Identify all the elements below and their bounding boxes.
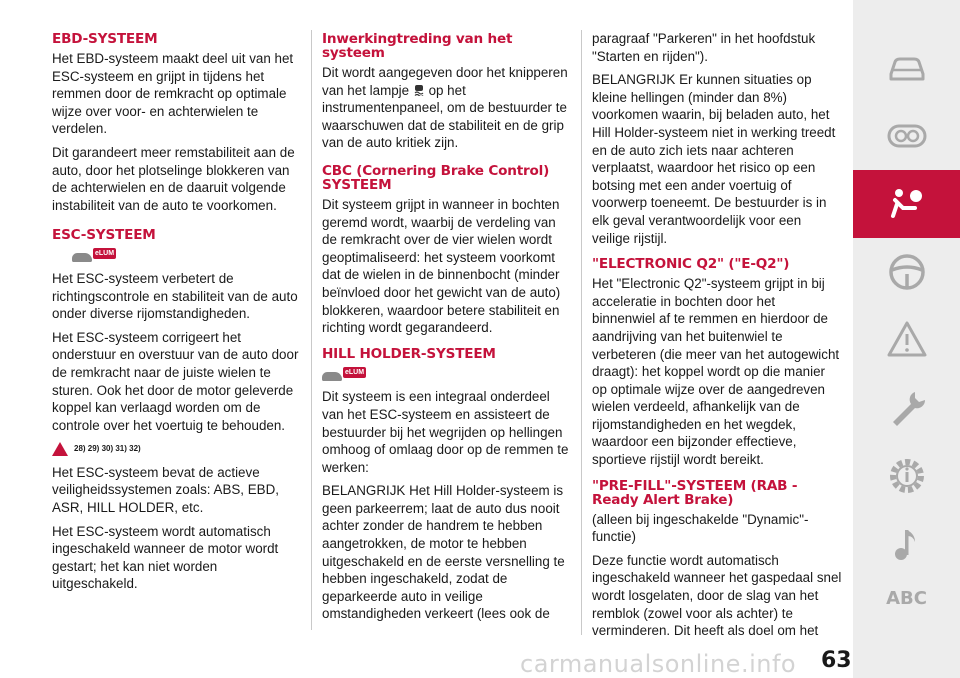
page-number: 63 (821, 648, 852, 673)
paragraph-text: Dit wordt aangegeven door het knipperen van het lampje (322, 65, 568, 98)
paragraph: Het ESC-systeem verbetert de richtingscontrole en stabiliteit van de auto onder diverse rijomstandigheden. (52, 270, 298, 322)
paragraph: Dit systeem grijpt in wanneer in bochten geremd wordt, waarbij de verdeling van de remkracht over de vier wielen wordt geoptimaliseerd: het systeem voorkomt dat de wielen in de binnenbocht (minder beïnvloed door het gewicht van de auto) blokkeren, waardoor betere stabiliteit en richting wordt gegarandeerd. (322, 196, 561, 336)
paragraph: BELANGRIJK Er kunnen situaties op kleine hellingen (minder dan 8%) voorkomen waarin, bij beladen auto, het Hill Holder-systeem niet in werking treedt en de auto zich iets naar achteren verplaatst, waardoor het risico op een botsing met een ander voertuig of voorwerp toeneemt. De bestuurder is in elk geval verantwoordelijk voor een veilige rijstijl. (592, 72, 836, 246)
settings-gear-icon (885, 454, 929, 498)
warning-refs: 28) 29) 30) 31) 32) (74, 444, 141, 454)
warning-references (52, 440, 300, 458)
paragraph: Het ESC-systeem wordt automatisch ingeschakeld wanneer de motor wordt gestart; het kan niet worden uitgeschakeld. (52, 523, 279, 592)
column-left (52, 30, 300, 599)
nav-car-icon[interactable] (853, 34, 960, 102)
nav-safety-icon[interactable] (853, 170, 960, 238)
watermark: carmanualsonline.info (520, 650, 797, 678)
nav-steering-icon[interactable] (853, 238, 960, 306)
paragraph: Dit systeem is een integraal onderdeel van het ESC-systeem en assisteert de bestuurder bij het wegrijden op hellingen omhoog of omlaag door op de remmen te werken: (322, 389, 569, 475)
nav-index[interactable] (853, 564, 960, 632)
music-note-icon (885, 522, 929, 566)
paragraph: paragraaf "Parkeren" in het hoofdstuk "Starten en rijden"). (592, 31, 816, 64)
section-title-pre-fill: "PRE-FILL"-SYSTEEM (RAB - Ready Alert Brake) (592, 477, 798, 508)
elum-version-icon (322, 367, 366, 385)
column-right (592, 30, 842, 646)
car-silhouette-icon (72, 253, 92, 262)
paragraph: BELANGRIJK Het Hill Holder-systeem is geen parkeerrem; laat de auto dus nooit achter zonder de handrem te hebben aangetrokken, de motor te hebben uitgeschakeld en de eerste versnelling te hebben ingeschakeld, zodat de geparkeerde auto in veilige omstandigheden verkeert (lees ook de (322, 483, 565, 622)
paragraph: Het EBD-systeem maakt deel uit van het ESC-systeem en grijpt in tijdens het remmen door de remkracht op optimale wijze over voor- en achterwielen te verdelen. (52, 51, 294, 137)
chapter-sidebar (853, 0, 960, 678)
column-divider (311, 30, 312, 630)
nav-dashboard-icon[interactable] (853, 102, 960, 170)
paragraph: Dit garandeert meer remstabiliteit aan de auto, door het plotselinge blokkeren van de achterwielen en de daaruit volgende instabiliteit van de auto te voorkomen. (52, 144, 295, 213)
section-title-cbc: CBC (Cornering Brake Control) SYSTEEM (322, 162, 550, 193)
airbag-passenger-icon (885, 182, 929, 226)
column-middle (322, 30, 572, 629)
paragraph: (alleen bij ingeschakelde "Dynamic"-functie) (592, 511, 809, 545)
index-abc-label: ABC (886, 587, 927, 609)
warning-triangle-icon (885, 318, 929, 362)
nav-technical-data-icon[interactable] (853, 442, 960, 510)
wrench-icon (885, 386, 929, 430)
nav-warning-icon[interactable] (853, 306, 960, 374)
elum-badge: eLUM (345, 368, 365, 376)
paragraph-text: op het instrumentenpaneel, om de bestuurder te waarschuwen dat de stabiliteit en de grip van de auto kritiek zijn. (322, 82, 567, 151)
section-title-ebd: EBD-SYSTEEM (52, 31, 158, 47)
steering-wheel-icon (885, 250, 929, 294)
dashboard-gauges-icon (885, 114, 929, 158)
section-title-esc: ESC-SYSTEEM (52, 227, 156, 244)
car-silhouette-icon (322, 372, 342, 381)
esc-warning-lamp-icon (413, 84, 425, 96)
warning-triangle-icon (52, 442, 68, 456)
paragraph: Het ESC-systeem corrigeert het onderstuur en overstuur van de auto door de remkracht naar de juiste wielen te sturen. Ook het door de motor geleverde koppel kan verlaagd worden om de controle over het voertuig te behouden. (52, 329, 299, 433)
section-title-inwerking: Inwerkingtreding van het systeem (322, 31, 513, 61)
paragraph (322, 64, 572, 152)
column-divider (581, 30, 582, 635)
elum-badge: eLUM (95, 250, 115, 258)
elum-version-icon (72, 248, 116, 266)
paragraph: Het "Electronic Q2"-systeem grijpt in bij acceleratie in bochten door het binnenwiel af te remmen en hierdoor de aandrijving van het buitenwiel te verbeteren (die meer van het autogewicht draagt): het koppel wordt op die manier op optimale wijze over de aangedreven wielen verdeeld, afhankelijk van de rijomstandigheden en het wegdek, waardoor een bijzonder effectieve, sportieve rijstijl wordt bereikt. (592, 276, 840, 468)
nav-maintenance-icon[interactable] (853, 374, 960, 442)
car-icon (885, 46, 929, 90)
section-title-hill-holder: HILL HOLDER-SYSTEEM (322, 345, 496, 362)
paragraph: Het ESC-systeem bevat de actieve veiligheidssystemen zoals: ABS, EBD, ASR, HILL HOLDER, etc. (52, 464, 279, 516)
section-title-electronic-q2: "ELECTRONIC Q2" ("E-Q2") (592, 256, 790, 273)
paragraph: Deze functie wordt automatisch ingeschakeld wanneer het gaspedaal snel wordt losgelaten, door de slag van het remblok (zowel voor als achter) te verminderen. Dit heeft als doel om het (592, 552, 842, 639)
